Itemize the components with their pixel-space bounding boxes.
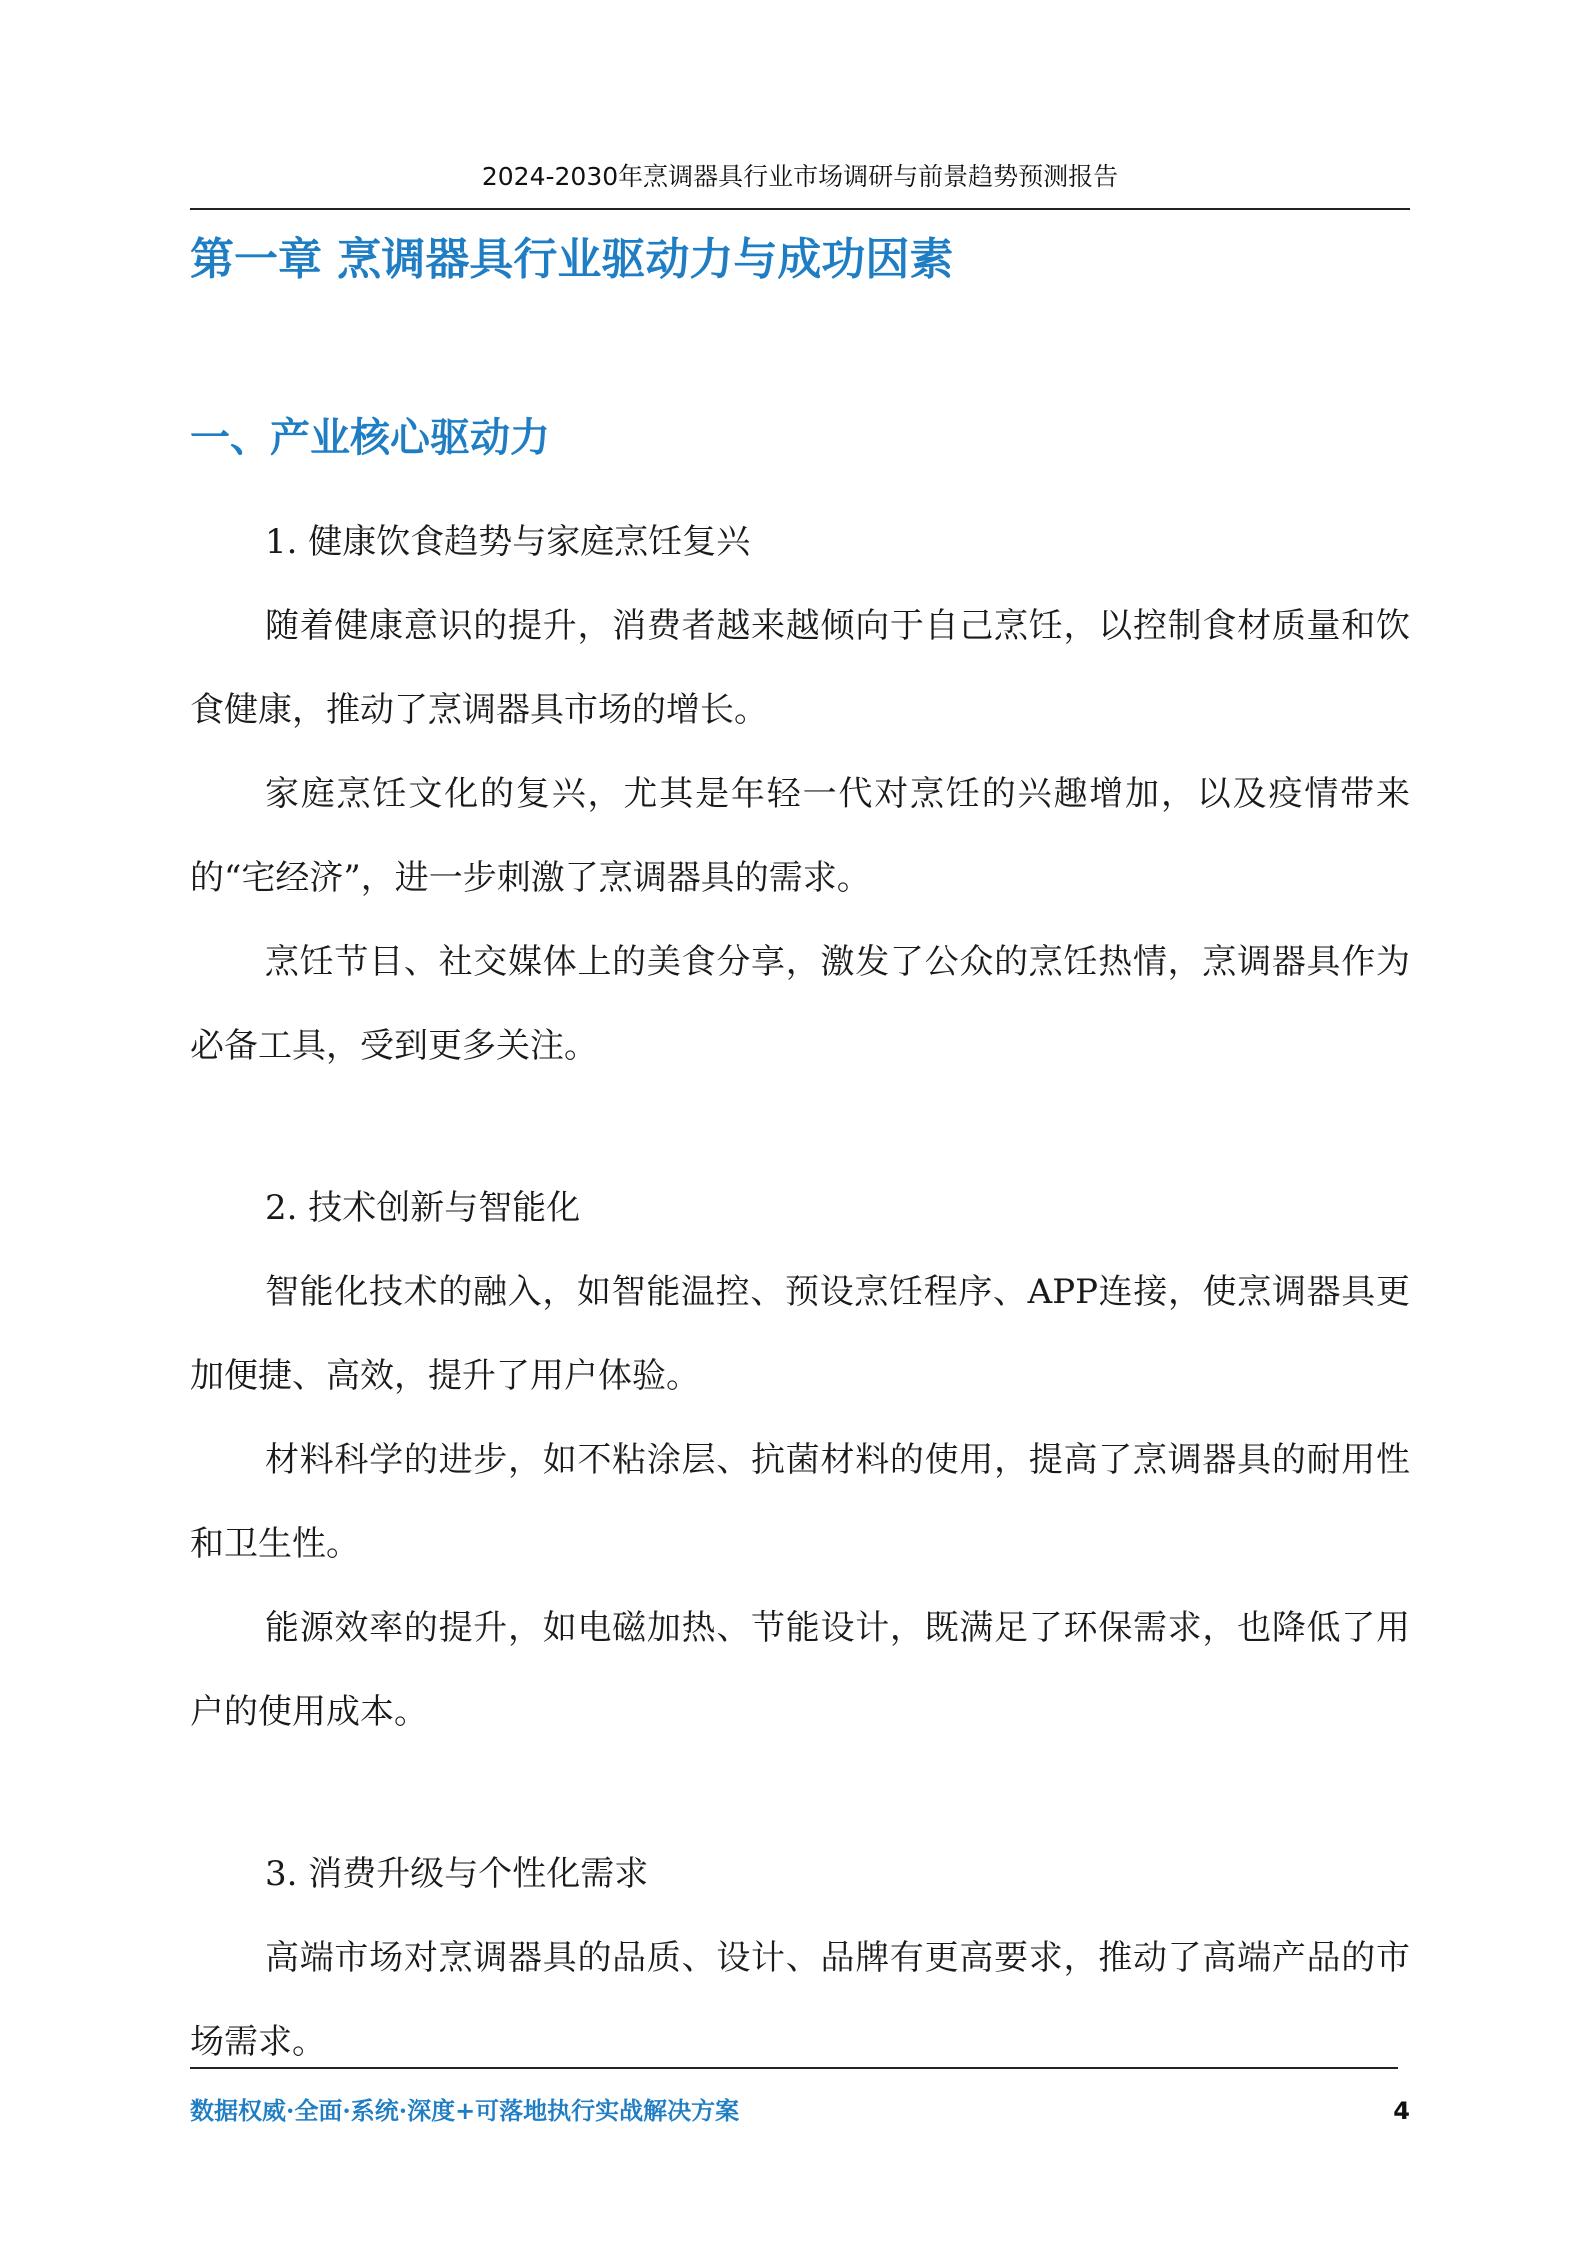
footer-slogan: 数据权威·全面·系统·深度+可落地执行实战解决方案 [190,2096,740,2125]
chapter-title: 第一章 烹调器具行业驱动力与成功因素 [190,234,954,285]
subsection-heading: 2. 技术创新与智能化 [265,1188,581,1228]
paragraph: 材料科学的进步，如不粘涂层、抗菌材料的使用，提高了烹调器具的耐用性和卫生性。 [190,1440,1410,1564]
footer-divider [190,2067,1398,2069]
subsection-consumption-upgrade [190,1832,1410,2084]
running-header: 2024-2030年烹调器具行业市场调研与前景趋势预测报告 [481,162,1119,191]
subsection-heading: 3. 消费升级与个性化需求 [265,1854,649,1894]
page-number: 4 [1393,2097,1410,2125]
paragraph: 智能化技术的融入，如智能温控、预设烹饪程序、APP连接，使烹调器具更加便捷、高效，提升了用户体验。 [190,1272,1410,1396]
paragraph: 随着健康意识的提升，消费者越来越倾向于自己烹饪，以控制食材质量和饮食健康，推动了烹调器具市场的增长。 [190,606,1410,730]
paragraph: 烹饪节目、社交媒体上的美食分享，激发了公众的烹饪热情，烹调器具作为必备工具，受到更多关注。 [190,942,1410,1066]
subsection-heading: 1. 健康饮食趋势与家庭烹饪复兴 [265,522,751,562]
section-title: 一、产业核心驱动力 [190,415,550,461]
header-divider [190,208,1410,210]
subsection-tech-innovation [190,1166,1410,1754]
paragraph: 能源效率的提升，如电磁加热、节能设计，既满足了环保需求，也降低了用户的使用成本。 [190,1608,1410,1732]
subsection-health-trend [190,500,1410,1088]
paragraph: 家庭烹饪文化的复兴，尤其是年轻一代对烹饪的兴趣增加，以及疫情带来的“宅经济”，进一步刺激了烹调器具的需求。 [190,774,1410,898]
paragraph: 高端市场对烹调器具的品质、设计、品牌有更高要求，推动了高端产品的市场需求。 [190,1938,1410,2062]
